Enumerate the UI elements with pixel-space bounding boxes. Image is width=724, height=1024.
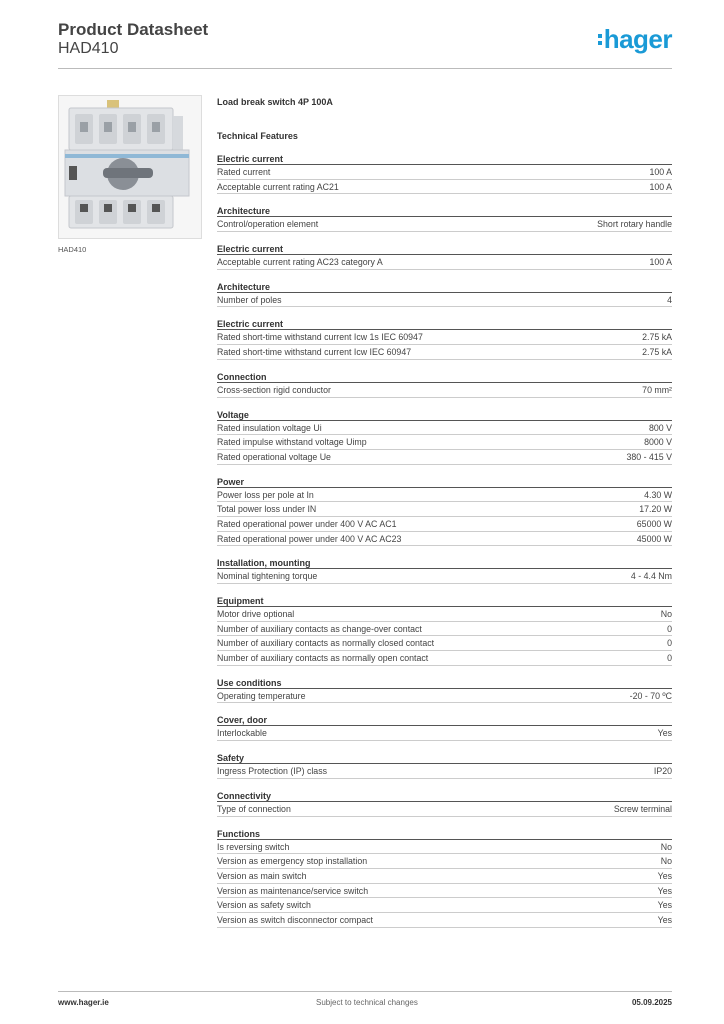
feature-value: 380 - 415 V: [626, 451, 672, 462]
product-code: HAD410: [58, 40, 119, 57]
feature-row: [217, 450, 672, 465]
feature-row: [217, 840, 672, 855]
feature-value: Yes: [657, 870, 672, 881]
section-title: Safety: [217, 752, 672, 764]
feature-value: Screw terminal: [613, 803, 672, 814]
feature-value: Yes: [657, 885, 672, 896]
feature-label: Number of auxiliary contacts as normally open contact: [217, 653, 429, 664]
feature-label: Version as emergency stop installation: [217, 856, 368, 867]
feature-label: Motor drive optional: [217, 609, 295, 619]
feature-label: Rated current: [217, 167, 271, 177]
feature-row: [217, 330, 672, 345]
hager-logo: [598, 26, 672, 52]
section-title: Installation, mounting: [217, 557, 672, 569]
feature-value: 65000 W: [636, 518, 672, 529]
feature-row: [217, 180, 672, 195]
feature-row: [217, 651, 672, 666]
feature-label: Interlockable: [217, 728, 267, 739]
feature-section: [217, 318, 672, 359]
feature-row: [217, 854, 672, 869]
page-title: Product Datasheet: [58, 20, 209, 39]
feature-row: [217, 165, 672, 180]
feature-label: Rated impulse withstand voltage Uimp: [217, 437, 367, 448]
feature-label: Rated operational power under 400 V AC AC23: [217, 533, 402, 544]
feature-section: [217, 409, 672, 465]
feature-row: [217, 502, 672, 517]
feature-row: [217, 869, 672, 884]
feature-label: Type of connection: [217, 803, 291, 814]
feature-label: Rated short-time withstand current Icw IEC 60947: [217, 347, 412, 358]
feature-label: Acceptable current rating AC23 category A: [217, 257, 383, 268]
product-name: Load break switch 4P 100A: [217, 97, 333, 107]
feature-value: IP20: [653, 766, 672, 777]
feature-value: 4.30 W: [644, 489, 672, 500]
feature-row: [217, 255, 672, 270]
feature-row: [217, 383, 672, 398]
logo-dots-icon: [598, 34, 602, 45]
section-title: Power: [217, 476, 672, 488]
feature-label: Operating temperature: [217, 690, 306, 701]
feature-label: Rated operational voltage Ue: [217, 451, 331, 462]
section-title: Voltage: [217, 409, 672, 421]
feature-row: [217, 913, 672, 928]
feature-row: [217, 607, 672, 622]
feature-label: Ingress Protection (IP) class: [217, 766, 327, 777]
feature-section: [217, 153, 672, 194]
feature-section: [217, 828, 672, 928]
feature-label: Is reversing switch: [217, 841, 290, 852]
feature-row: [217, 421, 672, 436]
feature-label: Acceptable current rating AC21: [217, 181, 339, 192]
feature-sections: [217, 153, 672, 928]
technical-features-heading: Technical Features: [217, 131, 298, 141]
feature-row: [217, 345, 672, 360]
footer-divider: [58, 991, 672, 992]
feature-label: Cross-section rigid conductor: [217, 384, 331, 395]
feature-value: 2.75 kA: [642, 332, 672, 343]
feature-label: Rated short-time withstand current Icw 1s IEC 60947: [217, 332, 423, 343]
load-break-switch-illustration: [59, 96, 201, 238]
feature-section: [217, 790, 672, 817]
feature-row: [217, 802, 672, 817]
feature-value: 4 - 4.4 Nm: [630, 571, 672, 582]
feature-row: [217, 636, 672, 651]
feature-row: [217, 898, 672, 913]
feature-value: -20 - 70 ºC: [629, 690, 672, 701]
feature-value: No: [660, 856, 672, 867]
feature-row: [217, 569, 672, 584]
feature-value: Yes: [657, 914, 672, 925]
section-title: Equipment: [217, 595, 672, 607]
feature-label: Number of poles: [217, 294, 282, 305]
section-title: Electric current: [217, 153, 672, 165]
header-divider: [58, 68, 672, 69]
feature-section: [217, 476, 672, 547]
feature-value: 0: [667, 653, 672, 664]
feature-section: [217, 677, 672, 704]
feature-value: 8000 V: [644, 437, 672, 448]
feature-label: Control/operation element: [217, 219, 319, 230]
feature-value: 2.75 kA: [642, 347, 672, 358]
section-title: Cover, door: [217, 714, 672, 726]
feature-row: [217, 488, 672, 503]
feature-label: Version as safety switch: [217, 900, 311, 911]
feature-label: Version as maintenance/service switch: [217, 885, 369, 896]
section-title: Electric current: [217, 243, 672, 255]
section-title: Functions: [217, 828, 672, 840]
section-title: Connectivity: [217, 790, 672, 802]
footer-date: 05.09.2025: [631, 998, 672, 1007]
feature-section: [217, 205, 672, 232]
feature-label: Total power loss under IN: [217, 504, 317, 515]
feature-value: 800 V: [649, 422, 672, 433]
feature-section: [217, 371, 672, 398]
feature-row: [217, 884, 672, 899]
feature-value: 100 A: [649, 257, 672, 268]
section-title: Architecture: [217, 205, 672, 217]
datasheet-content: [217, 96, 672, 928]
feature-value: 100 A: [649, 181, 672, 192]
section-title: Electric current: [217, 318, 672, 330]
feature-value: No: [660, 609, 672, 619]
feature-value: 4: [667, 294, 672, 305]
feature-section: [217, 595, 672, 666]
feature-label: Number of auxiliary contacts as normally closed contact: [217, 638, 435, 649]
feature-value: Yes: [657, 728, 672, 739]
section-title: Architecture: [217, 281, 672, 293]
feature-value: 0: [667, 623, 672, 634]
feature-row: [217, 726, 672, 741]
feature-value: 45000 W: [636, 533, 672, 544]
feature-section: [217, 752, 672, 779]
feature-label: Version as main switch: [217, 870, 307, 881]
feature-section: [217, 557, 672, 584]
feature-label: Number of auxiliary contacts as change-over contact: [217, 623, 422, 634]
feature-row: [217, 517, 672, 532]
section-title: Use conditions: [217, 677, 672, 689]
feature-value: No: [660, 841, 672, 852]
feature-label: Version as switch disconnector compact: [217, 914, 373, 925]
feature-row: [217, 622, 672, 637]
product-image: [58, 95, 202, 239]
feature-section: [217, 714, 672, 741]
feature-label: Nominal tightening torque: [217, 571, 318, 582]
feature-section: [217, 243, 672, 270]
logo-text: hager: [603, 24, 672, 54]
feature-label: Power loss per pole at In: [217, 489, 314, 500]
website-link[interactable]: www.hager.ie: [58, 998, 109, 1007]
feature-value: 100 A: [649, 167, 672, 177]
feature-row: [217, 217, 672, 232]
feature-label: Rated operational power under 400 V AC AC1: [217, 518, 397, 529]
section-title: Connection: [217, 371, 672, 383]
feature-label: Rated insulation voltage Ui: [217, 422, 322, 433]
feature-row: [217, 435, 672, 450]
image-caption: HAD410: [58, 245, 87, 254]
feature-row: [217, 532, 672, 547]
footer-note: Subject to technical changes: [316, 998, 418, 1007]
feature-section: [217, 281, 672, 308]
header: [58, 20, 672, 68]
feature-row: [217, 293, 672, 308]
feature-value: 0: [667, 638, 672, 649]
feature-row: [217, 689, 672, 704]
feature-value: Yes: [657, 900, 672, 911]
feature-row: [217, 764, 672, 779]
feature-value: Short rotary handle: [597, 219, 672, 230]
feature-value: 17.20 W: [639, 504, 672, 515]
feature-value: 70 mm²: [642, 384, 672, 395]
